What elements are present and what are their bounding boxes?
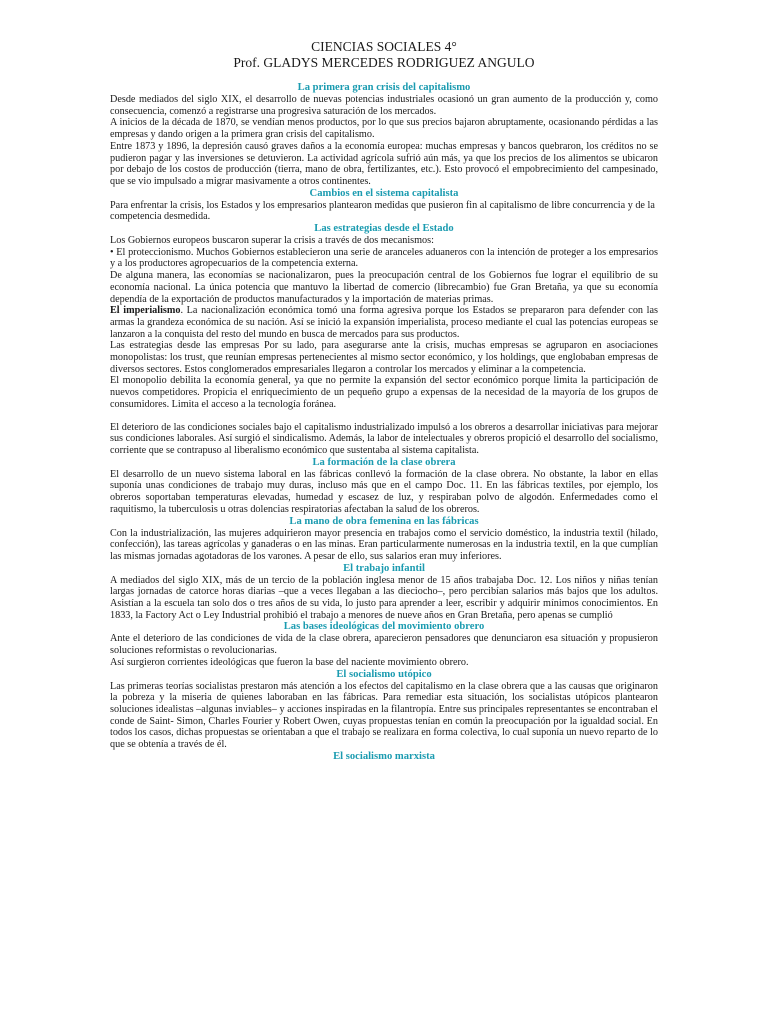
section-heading: El trabajo infantil (343, 562, 425, 574)
paragraph (110, 305, 658, 340)
paragraph: Desde mediados del siglo XIX, el desarrollo de nuevas potencias industriales ocasionó un gran aumento de la producción y, como consecuencia, comenzó a registrarse una progresiva saturación de los mercados. (110, 94, 658, 117)
paragraph: Las estrategias desde las empresas Por su lado, para asegurarse ante la crisis, muchas empresas se agruparon en asociaciones monopolistas: los trust, que reunían empresas pertenecientes al mismo sector económico, y los holdings, que englobaban empresas de diversos sectores. Estos conglomerados empresariales llegaron a controlar los mercados y eliminar a la competencia. (110, 340, 658, 375)
paragraph: A inicios de la década de 1870, se vendían menos productos, por lo que sus precios bajaron abruptamente, ocasionando pérdidas a las empresas y dando origen a la primera gran crisis del capitalismo. (110, 117, 658, 141)
spacer (110, 411, 658, 422)
section-heading: Las estrategias desde el Estado (314, 223, 454, 235)
paragraph: Entre 1873 y 1896, la depresión causó graves daños a la economía europea: muchas empresas y bancos quebraron, los créditos no se pudieron pagar y las inversiones se detuvieron. La actividad agrícola sufrió aún más, ya que los precios de los alimentos se ubicaron por debajo de los costos de producción (tierra, mano de obra, fertilizantes, etc.). Esto provocó el empobrecimiento del campesinado, que se vio impulsado a migrar masivamente a otros continentes. (110, 140, 658, 187)
section-heading: El socialismo utópico (336, 668, 432, 680)
bold-term: El imperialismo (110, 305, 181, 317)
section-heading: Las bases ideológicas del movimiento obrero (283, 621, 485, 633)
section-heading: La formación de la clase obrera (312, 456, 456, 468)
section-heading: Cambios en el sistema capitalista (309, 187, 459, 199)
section-heading: La mano de obra femenina en las fábricas (289, 515, 479, 527)
paragraph: De alguna manera, las economías se nacionalizaron, pues la preocupación central de los Gobiernos fue lograr el equilibrio de su economía nacional. La única potencia que mantuvo la libertad de comercio (librecambio) fue Gran Bretaña, ya que su economía dependía de la exportación de productos manufacturados y la importación de materias primas. (110, 270, 658, 305)
paragraph: Para enfrentar la crisis, los Estados y los empresarios plantearon medidas que pusieron fin al capitalismo de libre concurrencia y de la competencia desmedida. (110, 199, 655, 223)
course-title: CIENCIAS SOCIALES 4° (311, 39, 457, 54)
document-page (110, 40, 658, 763)
paragraph: Ante el deterioro de las condiciones de vida de la clase obrera, aparecieron pensadores que denunciaron esa situación y propusieron soluciones reformistas o revolucionarias. (110, 633, 658, 657)
paragraph: Los Gobiernos europeos buscaron superar la crisis a través de dos mecanismos: (110, 235, 434, 247)
section-heading: El socialismo marxista (333, 750, 435, 762)
paragraph: Con la industrialización, las mujeres adquirieron mayor presencia en trabajos como el servicio doméstico, la industria textil (hilado, confección), las tareas agrícolas y ganaderas o en las minas. Eran particularmente numerosas en la industria textil, en la que cumplían las mismas jornadas agotadoras de los varones. A pesar de ello, sus salarios eran muy inferiores. (110, 527, 658, 562)
bullet-paragraph: • El proteccionismo. Muchos Gobiernos establecieron una serie de aranceles aduaneros con la intención de proteger a los empresarios y a los productores agropecuarios de la competencia externa. (110, 246, 658, 270)
paragraph: Las primeras teorías socialistas prestaron más atención a los efectos del capitalismo en la clase obrera que a las causas que originaron la pobreza y la miseria de quienes laboraban en las fábricas. Para remediar esta situación, los socialistas utópicos plantearon soluciones idealistas –algunas inviables– y acciones inspiradas en la filantropía. Entre sus principales representantes se encontraban el conde de Saint- Simon, Charles Fourier y Robert Owen, cuyas propuestas tenían en común la preocupación por la igualdad social. En todos los casos, dichas propuestas se orientaban a que el trabajo se realizara en forma colectiva, lo cual suponía un nuevo reparto de lo que se obtenía a través de él. (110, 680, 658, 751)
paragraph: El desarrollo de un nuevo sistema laboral en las fábricas conllevó la formación de la clase obrera. No obstante, la labor en ellas suponía unas condiciones de trabajo muy duras, incluso más que en el campo Doc. 11. En las fábricas textiles, por ejemplo, los obreros soportaban temperaturas elevadas, humedad y escasez de luz, y respiraban polvo de algodón. Enfermedades como el raquitismo, la tuberculosis u otras dolencias respiratorias afectaban la salud de los obreros. (110, 468, 658, 515)
paragraph-text: . La nacionalización económica tomó una forma agresiva porque los Estados se prepararon para defender con las armas la grandeza económica de su nación. Así se inició la expansión imperialista, proceso mediante el cual las potencias europeas se lanzaron a la conquista del resto del mundo en busca de mercados para sus productos. (110, 305, 658, 340)
paragraph: El deterioro de las condiciones sociales bajo el capitalismo industrializado impulsó a los obreros a desarrollar iniciativas para mejorar sus condiciones laborales. Así surgió el sindicalismo. Además, la labor de intelectuales y obreros propició el desarrollo del socialismo, corriente que se contrapuso al liberalismo económico que sustentaba al sistema capitalista. (110, 421, 658, 456)
paragraph: El monopolio debilita la economía general, ya que no permite la expansión del sector económico porque limita la participación de nuevos competidores. Propicia el enriquecimiento de un pequeño grupo a expensas de la necesidad de la mayoría de los grupos de consumidores. Limita el acceso a la tecnología foránea. (110, 375, 658, 410)
section-heading: La primera gran crisis del capitalismo (297, 82, 471, 93)
paragraph: A mediados del siglo XIX, más de un tercio de la población inglesa menor de 15 años trabajaba Doc. 12. Los niños y niñas tenían largas jornadas de catorce horas diarias –que a veces llegaban a las dieciocho–, pero percibían salarios más bajos que los adultos. Asistían a la escuela tan solo dos o tres años de su vida, lo justo para aprender a leer, escribir y adquirir mínimos conocimientos. En 1833, la Factory Act o Ley Industrial prohibió el trabajo a menores de nueve años en Gran Bretaña, pero apenas se cumplió (110, 574, 658, 621)
teacher-name: Prof. GLADYS MERCEDES RODRIGUEZ ANGULO (233, 54, 535, 70)
paragraph: Así surgieron corrientes ideológicas que fueron la base del naciente movimiento obrero. (110, 656, 469, 668)
